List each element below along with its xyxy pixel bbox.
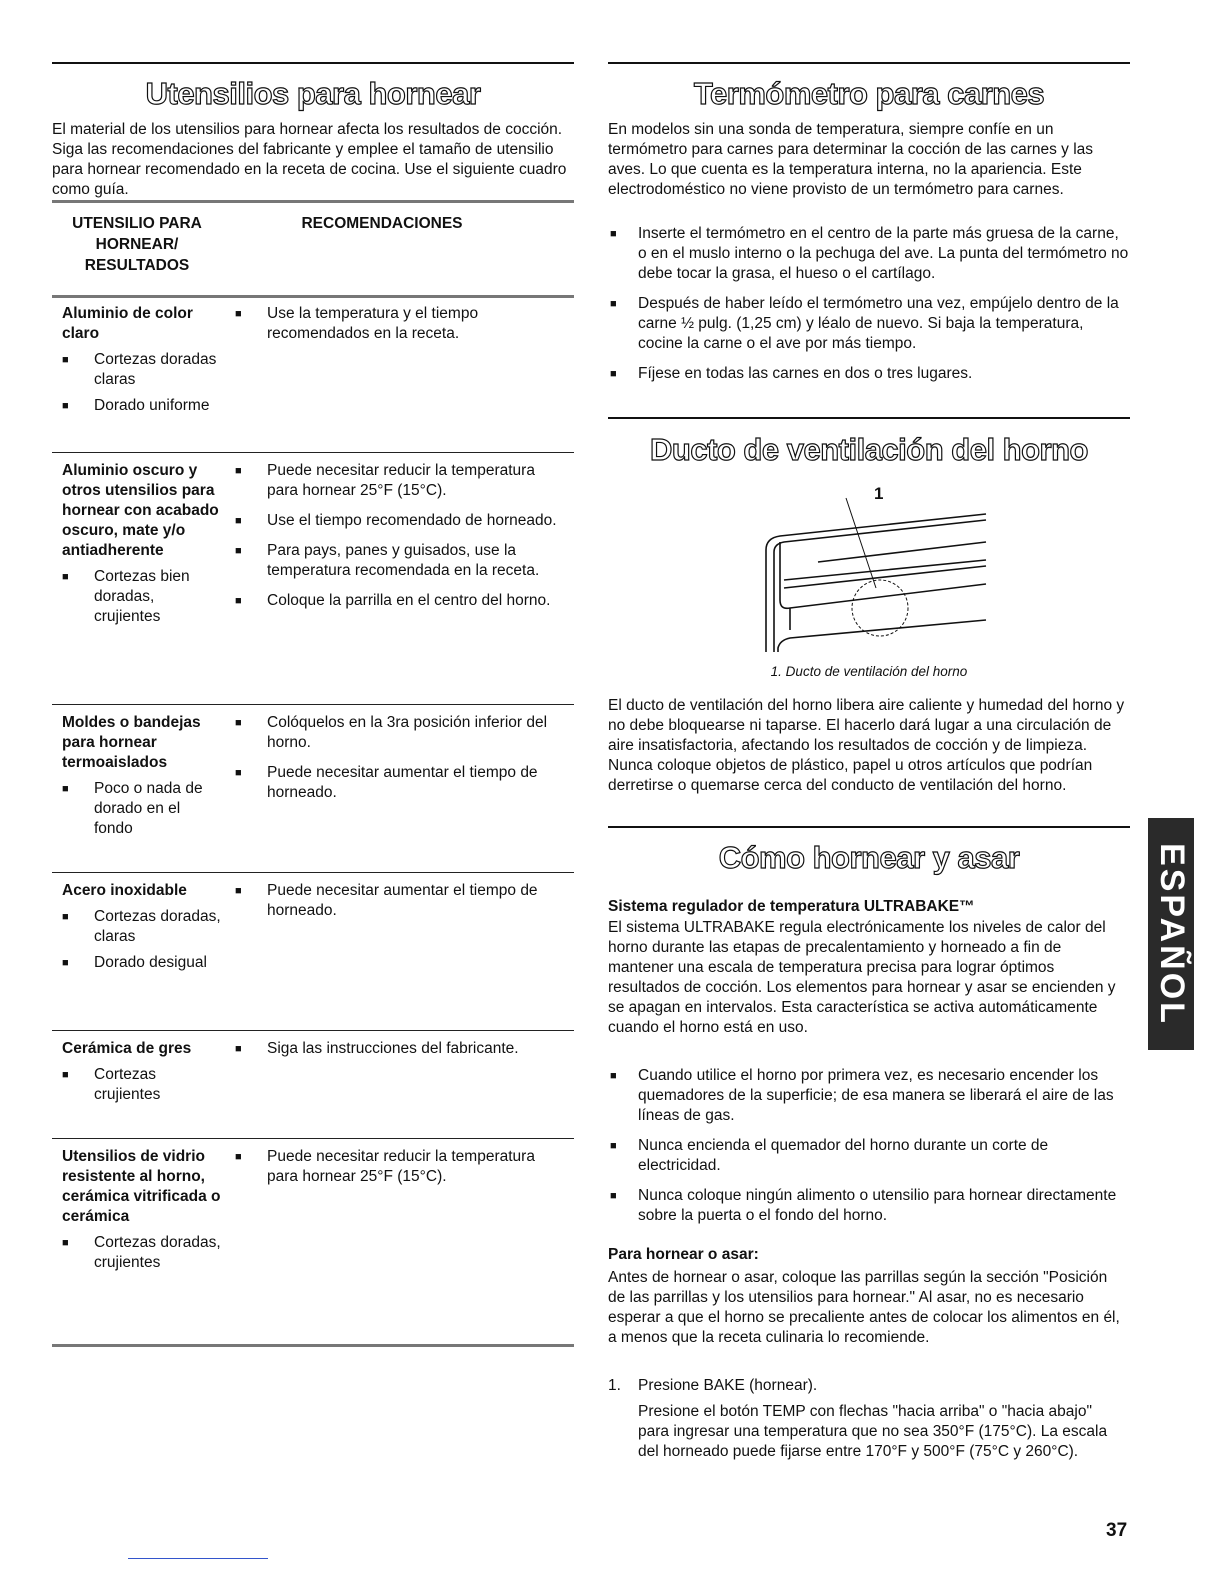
material-name: Cerámica de gres: [62, 1040, 192, 1057]
section-rule: [608, 826, 1130, 828]
ultrabake-text: El sistema ULTRABAKE regula electrónicamente los niveles de calor del horno durante las etapas de precalentamiento y horneado a fin de mantener una escala de temperatura precisa para lograr óptimos resultados de cocción. Los elementos para hornear y asar se encienden y se apagan en intervalos. Esta característica se activa automáticamente cuando el horno está en uso.: [608, 919, 1116, 1036]
section-rule: [608, 417, 1130, 419]
step-title: Presione BAKE (hornear).: [638, 1377, 818, 1394]
recommendation-item: ■ Coloque la parrilla en el centro del horno.: [235, 591, 570, 611]
recommendation-item: ■ Puede necesitar aumentar el tiempo de horneado.: [235, 881, 570, 921]
ultrabake-bullets: [608, 1066, 1130, 1236]
recommendation-item: ■ Puede necesitar reducir la temperatura para hornear 25°F (15°C).: [235, 461, 570, 501]
result-item: ■ Poco o nada de dorado en el fondo: [62, 779, 222, 839]
recommendation-item: ■ Siga las instrucciones del fabricante.: [235, 1039, 570, 1059]
page-number: 37: [1106, 1520, 1128, 1541]
step-number: 1.: [608, 1377, 621, 1394]
table-cell-recommendations: [235, 713, 570, 813]
result-item: ■ Dorado uniforme: [62, 396, 222, 416]
recommendation-item: ■ Para pays, panes y guisados, use la temperatura recomendada en la receta.: [235, 541, 570, 581]
table-cell-material: [62, 304, 222, 416]
col1-header-line: RESULTADOS: [84, 257, 190, 274]
termometro-bullets: [608, 224, 1130, 394]
termometro-intro: En modelos sin una sonda de temperatura, siempre confíe en un termómetro para carnes para determinar la cocción de las carnes y las aves. Lo que cuenta es la temperatura interna, no la apariencia. Este electrodoméstico no viene provisto de un termómetro para carnes.: [608, 121, 1094, 198]
section-title-utensilios: Utensilios para hornear: [145, 76, 481, 111]
callout-number: 1: [874, 484, 884, 503]
recommendation-item: ■ Puede necesitar aumentar el tiempo de horneado.: [235, 763, 570, 803]
table-header-col1: [52, 213, 222, 276]
table-cell-material: [62, 1147, 222, 1273]
section-title-termometro: Termómetro para carnes: [693, 76, 1045, 111]
bullet-item: ■ Cuando utilice el horno por primera vez, es necesario encender los quemadores de la superficie; de esa manera se liberará el aire de las líneas de gas.: [608, 1066, 1130, 1126]
section-rule: [608, 62, 1130, 64]
result-item: ■ Dorado desigual: [62, 953, 222, 973]
result-item: ■ Cortezas doradas, crujientes: [62, 1233, 222, 1273]
table-row: [52, 296, 574, 450]
table-row: [52, 704, 574, 871]
table-cell-recommendations: [235, 1039, 570, 1069]
table-row: [52, 452, 574, 703]
recommendation-item: ■ Colóquelos en la 3ra posición inferior del horno.: [235, 713, 570, 753]
bullet-item: ■ Nunca encienda el quemador del horno durante un corte de electricidad.: [608, 1136, 1130, 1176]
table-row: [52, 872, 574, 1029]
table-cell-recommendations: [235, 304, 570, 354]
material-name: Utensilios de vidrio resistente al horno, cerámica vitrificada o cerámica: [62, 1148, 221, 1225]
table-cell-material: [62, 1039, 222, 1105]
figure-caption: 1. Ducto de ventilación del horno: [770, 664, 968, 679]
result-item: ■ Cortezas crujientes: [62, 1065, 222, 1105]
result-item: ■ Cortezas doradas claras: [62, 350, 222, 390]
language-side-tab: [1148, 818, 1194, 1050]
col1-header-line: UTENSILIO PARA: [72, 215, 202, 232]
section-rule: [52, 62, 574, 64]
material-name: Acero inoxidable: [62, 882, 187, 899]
section-title-ducto: Ducto de ventilación del horno: [650, 432, 1088, 467]
table-header-col2: RECOMENDACIONES: [301, 215, 463, 232]
table-row: [52, 1030, 574, 1137]
utensilios-intro: El material de los utensilios para hornear afecta los resultados de cocción. Siga las recomendaciones del fabricante y emplee el tamaño de utensilio para hornear recomendado en la receta de cocina. Use el siguiente cuadro como guía.: [52, 121, 567, 198]
para-hornear-heading: Para hornear o asar:: [608, 1246, 759, 1263]
table-bottom-rule: [52, 1344, 574, 1347]
section-title-hornear: Cómo hornear y asar: [718, 840, 1020, 875]
result-item: ■ Cortezas doradas, claras: [62, 907, 222, 947]
ducto-text: El ducto de ventilación del horno libera aire caliente y humedad del horno y no debe bloquearse ni taparse. El hacerlo dará lugar a una circulación de aire insatisfactoria, afectando los resultados de cocción y de limpieza. Nunca coloque objetos de plástico, papel u otros artículos que podrían derretirse o quemarse cerca del conducto de ventilación del horno.: [608, 697, 1125, 794]
recommendation-item: ■ Use el tiempo recomendado de horneado.: [235, 511, 570, 531]
table-header: [52, 200, 574, 298]
table-cell-recommendations: [235, 1147, 570, 1197]
bullet-item: ■ Inserte el termómetro en el centro de la parte más gruesa de la carne, o en el muslo interno o la pechuga del ave. La punta del termómetro no debe tocar la grasa, el hueso o el cartílago.: [608, 224, 1130, 284]
bullet-item: ■ Nunca coloque ningún alimento o utensilio para hornear directamente sobre la puerta o el fondo del horno.: [608, 1186, 1130, 1226]
oven-vent-illustration: [758, 480, 998, 660]
table-cell-material: [62, 461, 222, 627]
table-row: [52, 1138, 574, 1343]
material-name: Aluminio de color claro: [62, 305, 193, 342]
language-tab-label: ESPAÑOL: [1152, 842, 1191, 1026]
material-name: Moldes o bandejas para hornear termoaislados: [62, 714, 201, 771]
result-item: ■ Cortezas bien doradas, crujientes: [62, 567, 222, 627]
step-text: Presione el botón TEMP con flechas "hacia arriba" o "hacia abajo" para ingresar una temperatura que no sea 350°F (175°C). La escala del horneado puede fijarse entre 170°F y 500°F (75°C y 260°C).: [638, 1403, 1108, 1460]
table-cell-material: [62, 713, 222, 839]
table-cell-recommendations: [235, 881, 570, 931]
bullet-item: ■ Fíjese en todas las carnes en dos o tres lugares.: [608, 364, 1130, 384]
table-cell-recommendations: [235, 461, 570, 621]
ultrabake-heading: Sistema regulador de temperatura ULTRABAKE™: [608, 898, 975, 915]
bottom-divider: [128, 1558, 268, 1559]
col1-header-line: HORNEAR/: [95, 236, 179, 253]
table-cell-material: [62, 881, 222, 973]
material-name: Aluminio oscuro y otros utensilios para hornear con acabado oscuro, mate y/o antiadherente: [62, 462, 219, 559]
para-hornear-text: Antes de hornear o asar, coloque las parrillas según la sección "Posición de las parrillas y los utensilios para hornear." Al asar, no es necesario esperar a que el horno se precaliente antes de colocar los alimentos en él, a menos que la receta culinaria lo recomiende.: [608, 1269, 1120, 1346]
recommendation-item: ■ Use la temperatura y el tiempo recomendados en la receta.: [235, 304, 570, 344]
recommendation-item: ■ Puede necesitar reducir la temperatura para hornear 25°F (15°C).: [235, 1147, 570, 1187]
bullet-item: ■ Después de haber leído el termómetro una vez, empújelo dentro de la carne ½ pulg. (1,25 cm) y léalo de nuevo. Si baja la temperatura, cocine la carne o el ave por más tiempo.: [608, 294, 1130, 354]
